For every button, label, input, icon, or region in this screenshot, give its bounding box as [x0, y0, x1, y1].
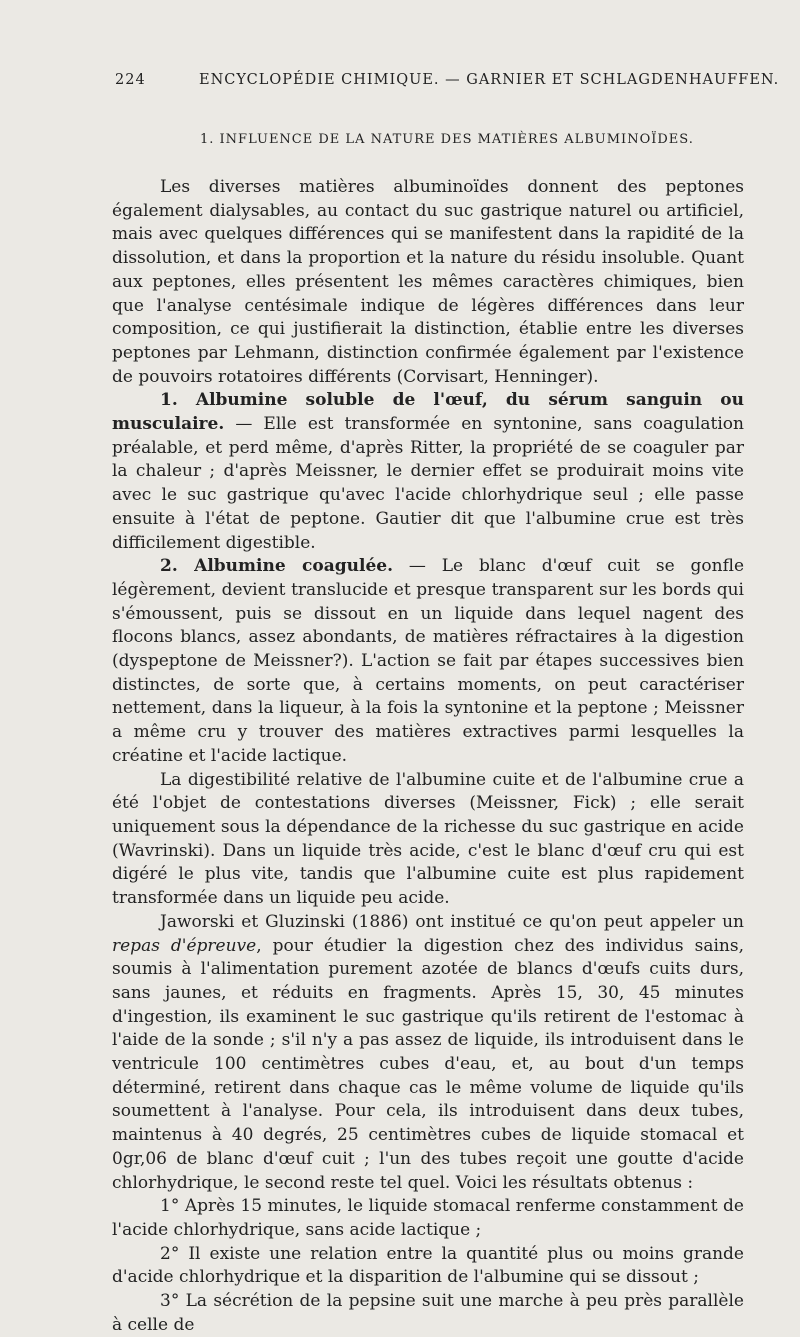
- subheading-albumine-coagulee: 2. Albumine coagulée.: [160, 556, 394, 577]
- paragraph-intro: Les diverses matières albuminoïdes donnent des peptones également dialysables, au contact du suc gastrique naturel ou artificiel, mais avec quelques différences qui se manifestent dans la rapidité de la dissolution, et dans la proportion et la nature du résidu insoluble. Quant aux peptones, elles présentent les mêmes caractères chimiques, bien que l'analyse centésimale indique de légères différences dans leur composition, ce qui justifierait la distinction, établie entre les diverses peptones par Lehmann, distinction confirmée également par l'existence de pouvoirs rotatoires différents (Corvisart, Henninger).: [112, 177, 744, 387]
- section-title: 1. INFLUENCE DE LA NATURE DES MATIÈRES ALBUMINOÏDES.: [200, 132, 694, 147]
- paragraph-albumine-coagulee-text: — Le blanc d'œuf cuit se gonfle légèrement, devient translucide et presque transparent sur les bords qui s'émoussent, puis se dissout en un liquide dans lequel nagent des flocons blancs, assez abondants, de matières réfractaires à la digestion (dyspeptone de Meissner?). L'action se fait par étapes successives bien distinctes, de sorte que, à certains moments, on peut caractériser nettement, dans la liqueur, à la fois la syntonine et la peptone ; Meissner a même cru y trouver des matières extractives parmi lesquelles la créatine et l'acide lactique.: [112, 556, 745, 766]
- subheading-albumine-soluble: 1. Albumine soluble de l'œuf, du sérum sanguin ou musculaire.: [112, 390, 744, 435]
- paragraph-jaworski-text-a: Jaworski et Gluzinski (1886) ont institué ce qu'on peut appeler un: [160, 911, 744, 932]
- paragraph-albumine-soluble: [112, 389, 744, 555]
- paragraph-jaworski: [112, 911, 744, 1195]
- page-number: 224: [115, 72, 146, 88]
- running-title: ENCYCLOPÉDIE CHIMIQUE. — GARNIER ET SCHLAGDENHAUFFEN.: [199, 72, 780, 88]
- body-text: [112, 176, 744, 1337]
- result-item-1: 1° Après 15 minutes, le liquide stomacal renferme constamment de l'acide chlorhydrique, sans acide lactique ;: [112, 1196, 744, 1240]
- paragraph-albumine-coagulee: [112, 555, 744, 768]
- result-item-3: 3° La sécrétion de la pepsine suit une marche à peu près parallèle à celle de: [112, 1291, 744, 1335]
- result-item-2: 2° Il existe une relation entre la quantité plus ou moins grande d'acide chlorhydrique et la disparition de l'albumine qui se dissout ;: [112, 1243, 744, 1288]
- repas-epreuve-italic: repas d'épreuve: [112, 935, 257, 956]
- paragraph-jaworski-text-b: , pour étudier la digestion chez des individus sains, soumis à l'alimentation purement azotée de blancs d'œufs cuits durs, sans jaunes, et réduits en fragments. Après 15, 30, 45 minutes d'ingestion, ils examinent le suc gastrique qu'ils retirent de l'estomac à l'aide de la sonde ; s'il n'y a pas assez de liquide, ils introduisent dans le ventricule 100 centimètres cubes d'eau, et, au bout d'un temps déterminé, retirent dans chaque cas le même volume de liquide qu'ils soumettent à l'analyse. Pour cela, ils introduisent dans deux tubes, maintenus à 40 degrés, 25 centimètres cubes de liquide stomacal et 0gr,06 de blanc d'œuf cuit ; l'un des tubes reçoit une goutte d'acide chlorhydrique, le second reste tel quel. Voici les résultats obtenus :: [112, 935, 744, 1193]
- paragraph-digestibilite: La digestibilité relative de l'albumine cuite et de l'albumine crue a été l'objet de contestations diverses (Meissner, Fick) ; elle serait uniquement sous la dépendance de la richesse du suc gastrique en acide (Wavrinski). Dans un liquide très acide, c'est le blanc d'œuf cru qui est digéré le plus vite, tandis que l'albumine cuite est plus rapidement transformée dans un liquide peu acide.: [112, 769, 744, 909]
- paragraph-albumine-soluble-text: — Elle est transformée en syntonine, sans coagulation préalable, et perd même, d'après Ritter, la propriété de se coaguler par la chaleur ; d'après Meissner, le dernier effet se produirait moins vite avec le suc gastrique qu'avec l'acide chlorhydrique seul ; elle passe ensuite à l'état de peptone. Gautier dit que l'albumine crue est très difficilement digestible.: [112, 414, 744, 553]
